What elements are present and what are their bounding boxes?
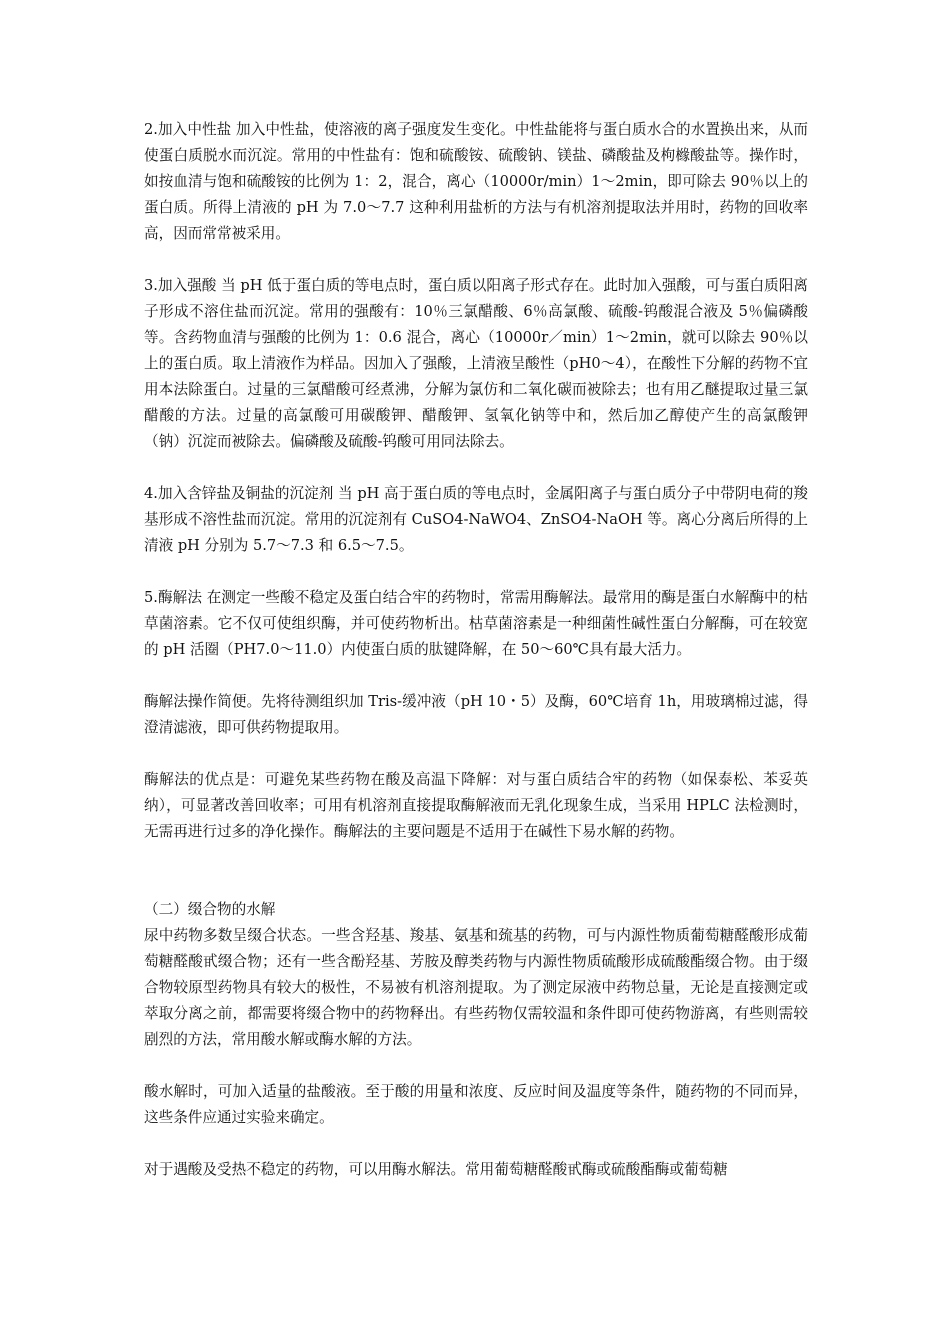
paragraph-gap: [144, 559, 808, 585]
section-gap: [144, 845, 808, 897]
paragraph-strong-acid: 3.加入强酸 当 pH 低于蛋白质的等电点时，蛋白质以阳离子形式存在。此时加入强酸，可与蛋白质阳离子形成不溶住盐而沉淀。常用的强酸有：10％三氯醋酸、6％高氯酸、硫酸-钨酸混合液及 5％偏磷酸等。含药物血清与强酸的比例为 1：0.6 混合，离心（10000r／min）1～2min，就可以除去 90％以上的蛋白质。取上清液作为样品。因加入了强酸，上清液呈酸性（pH0～4），在酸性下分解的药物不宜用本法除蛋白。过量的三氯醋酸可经煮沸，分解为氯仿和二氧化碳而被除去；也有用乙醚提取过量三氯醋酸的方法。过量的高氯酸可用碳酸钾、醋酸钾、氢氧化钠等中和，然后加乙醇使产生的高氯酸钾（钠）沉淀而被除去。偏磷酸及硫酸-钨酸可用同法除去。: [144, 277, 808, 450]
paragraph-enzyme-hydrolysis: 对于遇酸及受热不稳定的药物，可以用酶水解法。常用葡萄糖醛酸甙酶或硫酸酯酶或葡萄糖: [144, 1161, 728, 1178]
paragraph-enzymolysis-procedure: 酶解法操作简便。先将待测组织加 Tris-缓冲液（pH 10・5）及酶，60℃培育 1h，用玻璃棉过滤，得澄清滤液，即可供药物提取用。: [144, 693, 808, 736]
paragraph-neutral-salt: 2.加入中性盐 加入中性盐，使溶液的离子强度发生变化。中性盐能将与蛋白质水合的水置换出来，从而使蛋白质脱水而沉淀。常用的中性盐有：饱和硫酸铵、硫酸钠、镁盐、磷酸盐及枸橼酸盐等。操作时，如按血清与饱和硫酸铵的比例为 1：2，混合，离心（10000r/min）1～2min，即可除去 90％以上的蛋白质。所得上清液的 pH 为 7.0～7.7 这种利用盐析的方法与有机溶剂提取法并用时，药物的回收率高，因而常常被采用。: [144, 121, 808, 242]
document-page: [144, 117, 808, 1183]
paragraph-gap: [144, 1053, 808, 1079]
paragraph-gap: [144, 741, 808, 767]
paragraph-conjugates: 尿中药物多数呈缀合状态。一些含羟基、羧基、氨基和巯基的药物，可与内源性物质葡萄糖醛酸形成葡萄糖醛酸甙缀合物；还有一些含酚羟基、芳胺及醇类药物与内源性物质硫酸形成硫酸酯缀合物。由于缀合物较原型药物具有较大的极性，不易被有机溶剂提取。为了测定尿液中药物总量，无论是直接测定或萃取分离之前，都需要将缀合物中的药物释出。有些药物仅需较温和条件即可使药物游离，有些则需较剧烈的方法，常用酸水解或酶水解的方法。: [144, 927, 808, 1048]
paragraph-acid-hydrolysis: 酸水解时，可加入适量的盐酸液。至于酸的用量和浓度、反应时间及温度等条件，随药物的不同而异，这些条件应通过实验来确定。: [144, 1083, 808, 1126]
paragraph-gap: [144, 455, 808, 481]
section-heading: （二）缀合物的水解: [144, 901, 276, 918]
paragraph-gap: [144, 247, 808, 273]
paragraph-metal-salt: 4.加入含锌盐及铜盐的沉淀剂 当 pH 高于蛋白质的等电点时，金属阳离子与蛋白质分子中带阴电荷的羧基形成不溶性盐而沉淀。常用的沉淀剂有 CuSO4-NaWO4、ZnSO4-NaOH 等。离心分离后所得的上清液 pH 分别为 5.7～7.3 和 6.5～7.5。: [144, 485, 808, 554]
paragraph-enzymolysis: 5.酶解法 在测定一些酸不稳定及蛋白结合牢的药物时，常需用酶解法。最常用的酶是蛋白水解酶中的枯草菌溶素。它不仅可使组织酶，并可使药物析出。枯草菌溶素是一种细菌性碱性蛋白分解酶，可在较宽的 pH 活圈（PH7.0～11.0）内使蛋白质的肽键降解，在 50～60℃具有最大活力。: [144, 589, 808, 658]
paragraph-gap: [144, 1131, 808, 1157]
paragraph-gap: [144, 663, 808, 689]
paragraph-enzymolysis-advantages: 酶解法的优点是：可避免某些药物在酸及高温下降解：对与蛋白质结合牢的药物（如保泰松、苯妥英纳），可显著改善回收率；可用有机溶剂直接提取酶解液而无乳化现象生成，当采用 HPLC 法检测时，无需再进行过多的净化操作。酶解法的主要问题是不适用于在碱性下易水解的药物。: [144, 771, 808, 840]
